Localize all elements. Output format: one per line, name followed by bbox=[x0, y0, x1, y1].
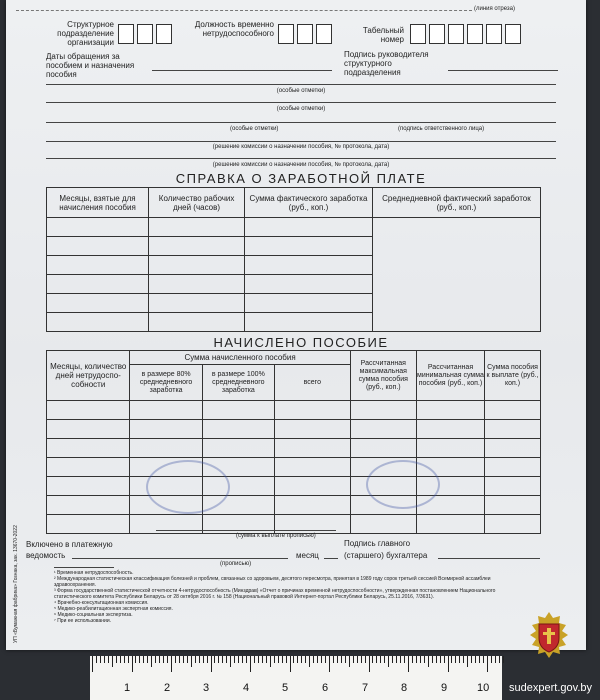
salary-col-sum: Сумма фактического заработка (руб., коп.) bbox=[245, 188, 373, 218]
ruler-tick bbox=[214, 656, 215, 663]
ruler-number: 6 bbox=[322, 682, 329, 694]
responsible-sign-note: (подпись ответственного лица) bbox=[398, 126, 485, 132]
benefit-cell bbox=[274, 439, 350, 458]
ruler-tick bbox=[455, 656, 456, 663]
structure-box-1 bbox=[118, 24, 134, 44]
ruler-tick bbox=[183, 656, 184, 663]
benefit-cell bbox=[274, 496, 350, 515]
ruler-tick bbox=[135, 656, 136, 663]
ruler-tick bbox=[408, 656, 409, 672]
payment-label-2: ведомость bbox=[26, 551, 66, 560]
ruler-tick bbox=[444, 656, 445, 663]
benefit-cell bbox=[350, 439, 416, 458]
stamp-impression bbox=[146, 460, 230, 514]
ruler-tick bbox=[503, 656, 504, 663]
salary-cell bbox=[47, 275, 149, 294]
ruler-tick bbox=[451, 656, 452, 663]
ruler-tick bbox=[132, 656, 133, 672]
benefit-cell bbox=[350, 420, 416, 439]
tabel-box-4 bbox=[467, 24, 483, 44]
benefit-cell bbox=[274, 420, 350, 439]
accountant-label-2: (старшего) бухгалтера bbox=[344, 551, 428, 560]
benefit-cell bbox=[47, 439, 130, 458]
ruler-tick bbox=[187, 656, 188, 663]
ruler-number: 3 bbox=[203, 682, 210, 694]
ruler-tick bbox=[365, 656, 366, 663]
salary-cell bbox=[47, 313, 149, 332]
ruler-tick bbox=[254, 656, 255, 663]
benefit-cell bbox=[130, 401, 202, 420]
special-note-3: (особые отметки) bbox=[230, 126, 279, 132]
footnote-7: ⁷ При ее использовании. bbox=[54, 618, 112, 624]
ruler-tick bbox=[491, 656, 492, 663]
ruler-tick bbox=[159, 656, 160, 663]
commission-line-2 bbox=[46, 158, 556, 159]
salary-col-months: Месяцы, взятые для начисления пособия bbox=[47, 188, 149, 218]
ruler-tick bbox=[96, 656, 97, 663]
benefit-cell bbox=[416, 515, 484, 534]
payment-label-1: Включено в платежную bbox=[26, 540, 113, 549]
salary-cell bbox=[149, 218, 245, 237]
benefit-col-total: всего bbox=[274, 365, 350, 401]
head-sign-line bbox=[448, 70, 558, 71]
ruler-tick bbox=[222, 656, 223, 663]
ruler-tick bbox=[167, 656, 168, 663]
ruler-tick bbox=[384, 656, 385, 663]
ruler-tick bbox=[211, 656, 212, 672]
ruler-tick bbox=[230, 656, 231, 667]
benefit-cell bbox=[350, 401, 416, 420]
ruler-tick bbox=[116, 656, 117, 663]
benefit-cell bbox=[47, 420, 130, 439]
special-line-2 bbox=[46, 102, 556, 103]
ruler-tick bbox=[108, 656, 109, 663]
benefit-cell bbox=[416, 401, 484, 420]
footnote-divider bbox=[54, 567, 114, 568]
ruler-tick bbox=[266, 656, 267, 663]
ruler-tick bbox=[301, 656, 302, 663]
ruler-tick bbox=[139, 656, 140, 663]
salary-cell bbox=[149, 275, 245, 294]
in-words-note: (прописью) bbox=[220, 561, 252, 567]
ruler-tick bbox=[199, 656, 200, 663]
benefit-cell bbox=[274, 477, 350, 496]
benefit-title: НАЧИСЛЕНО ПОСОБИЕ bbox=[213, 335, 389, 350]
benefit-cell bbox=[130, 420, 202, 439]
ruler-tick bbox=[282, 656, 283, 663]
salary-cell bbox=[149, 313, 245, 332]
ruler-tick bbox=[218, 656, 219, 663]
ruler-tick bbox=[179, 656, 180, 663]
salary-table bbox=[46, 187, 541, 332]
benefit-cell bbox=[47, 496, 130, 515]
salary-cell bbox=[47, 256, 149, 275]
ruler-tick bbox=[459, 656, 460, 663]
side-print: УП «Бумажная фабрика» Гознака, зак. 13670-2022 bbox=[13, 525, 19, 643]
structure-label: Структурное подразделение организации bbox=[57, 20, 114, 47]
salary-cell bbox=[149, 256, 245, 275]
commission-note-2: (решение комиссии о назначении пособия, № протокола, дата) bbox=[212, 162, 390, 168]
ruler-tick bbox=[325, 656, 326, 663]
ruler-tick bbox=[120, 656, 121, 663]
ruler-tick bbox=[104, 656, 105, 663]
ruler-tick bbox=[412, 656, 413, 663]
ruler-tick bbox=[396, 656, 397, 663]
ruler-tick bbox=[286, 656, 287, 663]
ruler-tick bbox=[345, 656, 346, 663]
ruler-tick bbox=[349, 656, 350, 667]
ruler-tick bbox=[440, 656, 441, 663]
position-box-3 bbox=[316, 24, 332, 44]
ruler-tick bbox=[357, 656, 358, 663]
ruler-tick bbox=[487, 656, 488, 672]
special-note-2: (особые отметки) bbox=[276, 106, 326, 112]
ruler-tick bbox=[100, 656, 101, 663]
ruler-tick bbox=[341, 656, 342, 663]
salary-cell bbox=[245, 275, 373, 294]
benefit-cell bbox=[47, 477, 130, 496]
ruler-tick bbox=[143, 656, 144, 663]
ruler-tick bbox=[226, 656, 227, 663]
position-box-1 bbox=[278, 24, 294, 44]
benefit-col-months: Месяцы, количество дней нетрудоспо-собности bbox=[47, 351, 130, 401]
special-note-1: (особые отметки) bbox=[276, 88, 326, 94]
ruler-number: 5 bbox=[282, 682, 289, 694]
ruler-tick bbox=[171, 656, 172, 672]
ruler-tick bbox=[495, 656, 496, 663]
benefit-cell bbox=[416, 420, 484, 439]
ruler-tick bbox=[475, 656, 476, 663]
ruler-tick bbox=[463, 656, 464, 663]
benefit-col-min: Рассчитанная минимальная сумма пособия (руб., коп.) bbox=[416, 351, 484, 401]
special-line-1 bbox=[46, 84, 556, 85]
benefit-table bbox=[46, 350, 541, 534]
commission-line-1 bbox=[46, 141, 556, 142]
ruler-tick bbox=[175, 656, 176, 663]
watermark-site: sudexpert.gov.by bbox=[509, 682, 592, 694]
ruler-number: 2 bbox=[164, 682, 171, 694]
salary-cell bbox=[245, 294, 373, 313]
ruler-tick bbox=[372, 656, 373, 663]
tabel-box-5 bbox=[486, 24, 502, 44]
ruler-tick bbox=[333, 656, 334, 663]
benefit-cell bbox=[485, 496, 541, 515]
ruler-tick bbox=[305, 656, 306, 663]
salary-cell bbox=[149, 294, 245, 313]
ruler-tick bbox=[424, 656, 425, 663]
benefit-cell bbox=[485, 420, 541, 439]
ruler-tick bbox=[290, 656, 291, 672]
ruler-tick bbox=[467, 656, 468, 667]
ruler-tick bbox=[258, 656, 259, 663]
ruler-tick bbox=[369, 656, 370, 672]
tabel-box-2 bbox=[429, 24, 445, 44]
ruler-tick bbox=[436, 656, 437, 663]
salary-cell bbox=[47, 294, 149, 313]
ruler-tick bbox=[238, 656, 239, 663]
shield-emblem-icon bbox=[526, 610, 572, 660]
salary-col-average: Среднедневной фактический заработок (руб., коп.) bbox=[372, 188, 540, 218]
ruler-tick bbox=[317, 656, 318, 663]
salary-average-cell bbox=[372, 218, 540, 332]
benefit-cell bbox=[47, 458, 130, 477]
ruler-tick bbox=[163, 656, 164, 663]
ruler-tick bbox=[128, 656, 129, 663]
salary-cell bbox=[149, 237, 245, 256]
benefit-cell bbox=[47, 515, 130, 534]
benefit-cell bbox=[350, 515, 416, 534]
benefit-cell bbox=[485, 439, 541, 458]
ruler-tick bbox=[416, 656, 417, 663]
commission-note-1: (решение комиссии о назначении пособия, № протокола, дата) bbox=[212, 144, 390, 150]
tabel-label: Табельный номер bbox=[362, 26, 404, 44]
footnote-2: ² Международная статистическая классификация болезней и проблем, связанных со здоровьем, десятого пересмотра, принятая в 1989 году сорок третьей сессией Всемирной ассамблеи здравоохранения. bbox=[54, 576, 491, 588]
ruler-number: 7 bbox=[362, 682, 369, 694]
scale-ruler bbox=[90, 656, 502, 700]
benefit-col-80: в размере 80% среднедневного заработка bbox=[130, 365, 202, 401]
position-label: Должность временно нетрудоспособного bbox=[194, 20, 274, 38]
benefit-cell bbox=[274, 401, 350, 420]
ruler-tick bbox=[278, 656, 279, 663]
benefit-col-group: Сумма начисленного пособия bbox=[130, 351, 350, 365]
structure-box-3 bbox=[156, 24, 172, 44]
ruler-tick bbox=[479, 656, 480, 663]
ruler-tick bbox=[309, 656, 310, 667]
ruler-tick bbox=[234, 656, 235, 663]
ruler-tick bbox=[313, 656, 314, 663]
payment-line bbox=[72, 558, 288, 559]
ruler-tick bbox=[195, 656, 196, 663]
ruler-tick bbox=[361, 656, 362, 663]
ruler-tick bbox=[250, 656, 251, 672]
sum-words-line bbox=[156, 530, 336, 531]
ruler-tick bbox=[274, 656, 275, 663]
benefit-cell bbox=[274, 458, 350, 477]
ruler-tick bbox=[191, 656, 192, 667]
ruler-tick bbox=[483, 656, 484, 663]
tabel-box-6 bbox=[505, 24, 521, 44]
cut-line-label: (линия отреза) bbox=[474, 6, 516, 12]
ruler-tick bbox=[499, 656, 500, 663]
ruler-tick bbox=[270, 656, 271, 667]
ruler-tick bbox=[207, 656, 208, 663]
stamp-impression bbox=[366, 460, 440, 509]
benefit-cell bbox=[202, 420, 274, 439]
footnote-1: ¹ Временная нетрудоспособность. bbox=[54, 570, 134, 576]
month-label: месяц bbox=[296, 551, 319, 560]
salary-cell bbox=[47, 237, 149, 256]
footnote-4: ⁴ Врачебно-консультационная комиссия. bbox=[54, 600, 149, 606]
tabel-box-1 bbox=[410, 24, 426, 44]
ruler-tick bbox=[380, 656, 381, 663]
ruler-number: 9 bbox=[441, 682, 448, 694]
dates-label: Даты обращения за пособием и назначения пособия bbox=[46, 52, 135, 79]
special-line-3 bbox=[46, 122, 556, 123]
ruler-tick bbox=[404, 656, 405, 663]
benefit-col-payout: Сумма пособия к выплате (руб., коп.) bbox=[485, 351, 541, 401]
salary-col-days: Количество рабочих дней (часов) bbox=[149, 188, 245, 218]
accountant-label-1: Подпись главного bbox=[344, 539, 411, 548]
benefit-cell bbox=[485, 458, 541, 477]
ruler-tick bbox=[400, 656, 401, 663]
ruler-tick bbox=[155, 656, 156, 663]
head-sign-label: Подпись руководителя структурного подразделения bbox=[344, 50, 429, 77]
salary-cell bbox=[245, 237, 373, 256]
ruler-tick bbox=[147, 656, 148, 663]
dates-line bbox=[152, 70, 332, 71]
ruler-tick bbox=[262, 656, 263, 663]
ruler-number: 8 bbox=[401, 682, 408, 694]
structure-box-2 bbox=[137, 24, 153, 44]
ruler-tick bbox=[428, 656, 429, 667]
ruler-tick bbox=[432, 656, 433, 663]
ruler-tick bbox=[353, 656, 354, 663]
tabel-box-3 bbox=[448, 24, 464, 44]
benefit-cell bbox=[47, 401, 130, 420]
footnote-3: ³ Форма государственной статистической отчетности 4-нетрудоспособность (Минздрав) «Отчет о причинах временной нетрудоспособности», утвержденная постановлением Национального статистического комитета Республики Беларусь от 28 октября 2016 г. № 158 (Национальный правовой Интернет-портал Республики Беларусь, 25.11.2016, 7/3631). bbox=[54, 588, 496, 600]
ruler-tick bbox=[246, 656, 247, 663]
ruler-tick bbox=[297, 656, 298, 663]
ruler-tick bbox=[376, 656, 377, 663]
ruler-tick bbox=[392, 656, 393, 663]
benefit-cell bbox=[485, 477, 541, 496]
benefit-cell bbox=[416, 439, 484, 458]
month-line bbox=[324, 558, 338, 559]
sum-words-note: (сумма к выплате прописью) bbox=[236, 533, 316, 539]
ruler-number: 10 bbox=[477, 682, 490, 694]
salary-cell bbox=[47, 218, 149, 237]
cut-line bbox=[16, 10, 472, 11]
benefit-col-max: Рассчитанная максимальная сумма пособия (руб., коп.) bbox=[350, 351, 416, 401]
benefit-col-100: в размере 100% среднедневного заработка bbox=[202, 365, 274, 401]
ruler-tick bbox=[242, 656, 243, 663]
benefit-cell bbox=[130, 439, 202, 458]
accountant-line bbox=[438, 558, 540, 559]
ruler-tick bbox=[448, 656, 449, 672]
ruler-number: 4 bbox=[243, 682, 250, 694]
footnote-6: ⁶ Медико-социальная экспертиза. bbox=[54, 612, 133, 618]
ruler-tick bbox=[124, 656, 125, 663]
salary-cell bbox=[245, 218, 373, 237]
benefit-cell bbox=[202, 439, 274, 458]
ruler-tick bbox=[420, 656, 421, 663]
footnotes bbox=[54, 570, 524, 624]
benefit-cell bbox=[485, 401, 541, 420]
ruler-tick bbox=[329, 656, 330, 672]
ruler-tick bbox=[388, 656, 389, 667]
ruler-tick bbox=[92, 656, 93, 672]
ruler-tick bbox=[293, 656, 294, 663]
ruler-tick bbox=[471, 656, 472, 663]
ruler-tick bbox=[203, 656, 204, 663]
ruler-tick bbox=[112, 656, 113, 667]
ruler-tick bbox=[321, 656, 322, 663]
benefit-cell bbox=[485, 515, 541, 534]
footnote-5: ⁵ Медико-реабилитационная экспертная комиссия. bbox=[54, 606, 173, 612]
salary-title: СПРАВКА О ЗАРАБОТНОЙ ПЛАТЕ bbox=[175, 171, 427, 186]
position-box-2 bbox=[297, 24, 313, 44]
salary-cell bbox=[245, 313, 373, 332]
form-sheet bbox=[6, 0, 586, 650]
ruler-number: 1 bbox=[124, 682, 131, 694]
salary-cell bbox=[245, 256, 373, 275]
benefit-cell bbox=[202, 401, 274, 420]
ruler-tick bbox=[337, 656, 338, 663]
ruler-tick bbox=[151, 656, 152, 667]
